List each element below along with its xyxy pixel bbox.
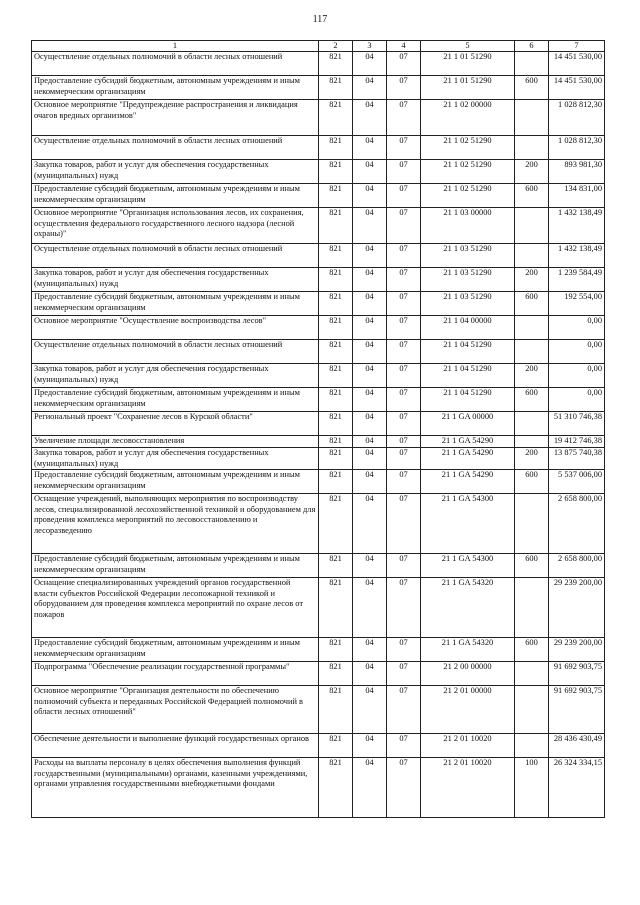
row-section-code: 04 [353, 662, 387, 686]
row-section-code: 04 [353, 52, 387, 76]
table-row [32, 436, 605, 448]
row-name-cell: Закупка товаров, работ и услуг для обеспечения государственных (муниципальных) нужд [32, 364, 319, 388]
row-section-code: 04 [353, 734, 387, 758]
row-section-code: 04 [353, 76, 387, 100]
row-amount: 13 875 740,38 [549, 448, 605, 470]
table-row [32, 412, 605, 436]
row-admin-code: 821 [319, 494, 353, 554]
row-amount: 19 412 746,38 [549, 436, 605, 448]
row-section-code: 04 [353, 470, 387, 494]
row-expense-type: 600 [515, 184, 549, 208]
row-section-code: 04 [353, 758, 387, 818]
row-name-cell: Основное мероприятие "Осуществление воспроизводства лесов" [32, 316, 319, 340]
row-target-code: 21 1 02 51290 [421, 160, 515, 184]
row-target-code: 21 1 04 51290 [421, 388, 515, 412]
row-amount: 29 239 200,00 [549, 578, 605, 638]
row-name-cell: Закупка товаров, работ и услуг для обеспечения государственных (муниципальных) нужд [32, 160, 319, 184]
row-name-cell: Основное мероприятие "Предупреждение распространения и ликвидация очагов вредных организмов" [32, 100, 319, 136]
row-subsection-code: 07 [387, 292, 421, 316]
row-subsection-code: 07 [387, 448, 421, 470]
row-section-code: 04 [353, 292, 387, 316]
row-section-code: 04 [353, 578, 387, 638]
row-subsection-code: 07 [387, 638, 421, 662]
row-admin-code: 821 [319, 184, 353, 208]
row-section-code: 04 [353, 184, 387, 208]
row-target-code: 21 1 GA 54300 [421, 554, 515, 578]
row-admin-code: 821 [319, 364, 353, 388]
row-section-code: 04 [353, 554, 387, 578]
row-admin-code: 821 [319, 208, 353, 244]
row-name-cell: Предоставление субсидий бюджетным, автономным учреждениям и иным некоммерческим организациям [32, 638, 319, 662]
row-amount: 192 554,00 [549, 292, 605, 316]
table-row [32, 208, 605, 244]
row-amount: 14 451 530,00 [549, 52, 605, 76]
row-amount: 28 436 430,49 [549, 734, 605, 758]
row-amount: 91 692 903,75 [549, 686, 605, 734]
row-admin-code: 821 [319, 316, 353, 340]
row-name-cell: Увеличение площади лесовосстановления [32, 436, 319, 448]
row-admin-code: 821 [319, 100, 353, 136]
table-row [32, 136, 605, 160]
column-header: 6 [515, 41, 549, 52]
row-subsection-code: 07 [387, 184, 421, 208]
row-target-code: 21 1 GA 54300 [421, 494, 515, 554]
table-row [32, 100, 605, 136]
column-header: 3 [353, 41, 387, 52]
row-expense-type: 600 [515, 388, 549, 412]
row-admin-code: 821 [319, 448, 353, 470]
row-section-code: 04 [353, 208, 387, 244]
row-admin-code: 821 [319, 52, 353, 76]
table-row [32, 554, 605, 578]
table-body [32, 52, 605, 818]
row-expense-type: 200 [515, 364, 549, 388]
row-expense-type [515, 316, 549, 340]
row-target-code: 21 1 GA 54320 [421, 578, 515, 638]
row-section-code: 04 [353, 340, 387, 364]
row-admin-code: 821 [319, 734, 353, 758]
row-amount: 0,00 [549, 316, 605, 340]
row-amount: 51 310 746,38 [549, 412, 605, 436]
row-name-cell: Закупка товаров, работ и услуг для обеспечения государственных (муниципальных) нужд [32, 448, 319, 470]
row-subsection-code: 07 [387, 268, 421, 292]
row-amount: 0,00 [549, 364, 605, 388]
row-admin-code: 821 [319, 268, 353, 292]
row-expense-type [515, 52, 549, 76]
row-expense-type [515, 100, 549, 136]
row-subsection-code: 07 [387, 316, 421, 340]
row-name-cell: Оснащение учреждений, выполняющих мероприятия по воспроизводству лесов, специализированной лесохозяйственной техникой и оборудованием для проведения комплекса мероприятий по лесовосстановлению и лесоразведению [32, 494, 319, 554]
row-admin-code: 821 [319, 340, 353, 364]
row-expense-type [515, 340, 549, 364]
table-row [32, 364, 605, 388]
page-number: 117 [312, 14, 328, 25]
row-target-code: 21 1 04 51290 [421, 364, 515, 388]
row-amount: 29 239 200,00 [549, 638, 605, 662]
row-name-cell: Предоставление субсидий бюджетным, автономным учреждениям и иным некоммерческим организациям [32, 388, 319, 412]
row-amount: 893 981,30 [549, 160, 605, 184]
row-expense-type [515, 686, 549, 734]
table-row [32, 638, 605, 662]
table-row [32, 578, 605, 638]
row-subsection-code: 07 [387, 364, 421, 388]
column-header: 7 [549, 41, 605, 52]
column-header: 1 [32, 41, 319, 52]
row-target-code: 21 1 GA 00000 [421, 412, 515, 436]
row-target-code: 21 1 02 51290 [421, 184, 515, 208]
row-target-code: 21 2 01 00000 [421, 686, 515, 734]
row-subsection-code: 07 [387, 160, 421, 184]
row-subsection-code: 07 [387, 758, 421, 818]
row-target-code: 21 1 01 51290 [421, 52, 515, 76]
row-subsection-code: 07 [387, 76, 421, 100]
row-section-code: 04 [353, 136, 387, 160]
row-admin-code: 821 [319, 244, 353, 268]
row-subsection-code: 07 [387, 100, 421, 136]
row-subsection-code: 07 [387, 734, 421, 758]
row-target-code: 21 1 GA 54290 [421, 448, 515, 470]
row-section-code: 04 [353, 316, 387, 340]
row-amount: 5 537 006,00 [549, 470, 605, 494]
row-amount: 2 658 800,00 [549, 494, 605, 554]
row-amount: 91 692 903,75 [549, 662, 605, 686]
row-amount: 1 432 138,49 [549, 244, 605, 268]
row-name-cell: Осуществление отдельных полномочий в области лесных отношений [32, 52, 319, 76]
row-section-code: 04 [353, 160, 387, 184]
row-admin-code: 821 [319, 662, 353, 686]
table-row [32, 316, 605, 340]
row-subsection-code: 07 [387, 208, 421, 244]
row-expense-type [515, 662, 549, 686]
row-expense-type: 600 [515, 76, 549, 100]
row-target-code: 21 2 01 10020 [421, 758, 515, 818]
row-amount: 2 658 800,00 [549, 554, 605, 578]
row-section-code: 04 [353, 244, 387, 268]
row-expense-type: 200 [515, 448, 549, 470]
row-subsection-code: 07 [387, 662, 421, 686]
row-expense-type [515, 494, 549, 554]
row-expense-type [515, 734, 549, 758]
row-target-code: 21 1 01 51290 [421, 76, 515, 100]
budget-table [31, 40, 605, 818]
row-amount: 1 028 812,30 [549, 136, 605, 160]
row-section-code: 04 [353, 364, 387, 388]
row-amount: 1 239 584,49 [549, 268, 605, 292]
row-target-code: 21 1 GA 54290 [421, 436, 515, 448]
row-admin-code: 821 [319, 470, 353, 494]
column-header: 2 [319, 41, 353, 52]
row-admin-code: 821 [319, 578, 353, 638]
row-subsection-code: 07 [387, 436, 421, 448]
row-subsection-code: 07 [387, 388, 421, 412]
row-name-cell: Предоставление субсидий бюджетным, автономным учреждениям и иным некоммерческим организациям [32, 76, 319, 100]
row-name-cell: Основное мероприятие "Организация использования лесов, их сохранения, осуществления федерального государственного лесного надзора (лесной охраны)" [32, 208, 319, 244]
row-subsection-code: 07 [387, 340, 421, 364]
row-name-cell: Основное мероприятие "Организация деятельности по обеспечению полномочий субъекта и переданных Российской Федерацией полномочий в области лесных отношений" [32, 686, 319, 734]
row-target-code: 21 1 04 00000 [421, 316, 515, 340]
row-subsection-code: 07 [387, 52, 421, 76]
table-row [32, 494, 605, 554]
table-row [32, 448, 605, 470]
row-admin-code: 821 [319, 758, 353, 818]
row-section-code: 04 [353, 268, 387, 292]
row-amount: 1 028 812,30 [549, 100, 605, 136]
row-subsection-code: 07 [387, 136, 421, 160]
row-expense-type [515, 436, 549, 448]
row-admin-code: 821 [319, 412, 353, 436]
table-row [32, 268, 605, 292]
row-expense-type: 600 [515, 292, 549, 316]
row-admin-code: 821 [319, 554, 353, 578]
row-target-code: 21 2 01 10020 [421, 734, 515, 758]
row-section-code: 04 [353, 436, 387, 448]
row-name-cell: Предоставление субсидий бюджетным, автономным учреждениям и иным некоммерческим организациям [32, 470, 319, 494]
row-section-code: 04 [353, 494, 387, 554]
row-subsection-code: 07 [387, 470, 421, 494]
row-expense-type: 600 [515, 554, 549, 578]
row-target-code: 21 2 00 00000 [421, 662, 515, 686]
row-subsection-code: 07 [387, 244, 421, 268]
column-number-row [32, 41, 605, 52]
row-expense-type: 600 [515, 638, 549, 662]
row-name-cell: Региональный проект "Сохранение лесов в Курской области" [32, 412, 319, 436]
row-subsection-code: 07 [387, 412, 421, 436]
row-admin-code: 821 [319, 160, 353, 184]
row-subsection-code: 07 [387, 578, 421, 638]
row-target-code: 21 1 03 51290 [421, 244, 515, 268]
table-row [32, 686, 605, 734]
table-row [32, 388, 605, 412]
row-section-code: 04 [353, 388, 387, 412]
row-expense-type: 200 [515, 160, 549, 184]
row-amount: 134 831,00 [549, 184, 605, 208]
row-name-cell: Осуществление отдельных полномочий в области лесных отношений [32, 244, 319, 268]
row-target-code: 21 1 03 00000 [421, 208, 515, 244]
row-amount: 0,00 [549, 340, 605, 364]
row-admin-code: 821 [319, 292, 353, 316]
row-section-code: 04 [353, 412, 387, 436]
row-target-code: 21 1 02 00000 [421, 100, 515, 136]
row-section-code: 04 [353, 638, 387, 662]
table-row [32, 244, 605, 268]
row-admin-code: 821 [319, 436, 353, 448]
row-name-cell: Осуществление отдельных полномочий в области лесных отношений [32, 340, 319, 364]
row-name-cell: Подпрограмма "Обеспечение реализации государственной программы" [32, 662, 319, 686]
table-header [32, 41, 605, 52]
column-header: 4 [387, 41, 421, 52]
row-expense-type [515, 244, 549, 268]
table-row [32, 758, 605, 818]
row-expense-type [515, 136, 549, 160]
row-target-code: 21 1 03 51290 [421, 268, 515, 292]
row-section-code: 04 [353, 686, 387, 734]
row-name-cell: Расходы на выплаты персоналу в целях обеспечения выполнения функций государственными (муниципальными) органами, казенными учреждениями, органами управления государственными внебюджетными фондами [32, 758, 319, 818]
row-subsection-code: 07 [387, 686, 421, 734]
table-row [32, 184, 605, 208]
table-row [32, 662, 605, 686]
row-section-code: 04 [353, 100, 387, 136]
row-amount: 14 451 530,00 [549, 76, 605, 100]
row-name-cell: Осуществление отдельных полномочий в области лесных отношений [32, 136, 319, 160]
row-expense-type: 600 [515, 470, 549, 494]
row-expense-type: 100 [515, 758, 549, 818]
row-name-cell: Предоставление субсидий бюджетным, автономным учреждениям и иным некоммерческим организациям [32, 184, 319, 208]
table-row [32, 734, 605, 758]
row-target-code: 21 1 GA 54290 [421, 470, 515, 494]
row-amount: 1 432 138,49 [549, 208, 605, 244]
row-name-cell: Обеспечение деятельности и выполнение функций государственных органов [32, 734, 319, 758]
row-target-code: 21 1 03 51290 [421, 292, 515, 316]
table-row [32, 340, 605, 364]
row-amount: 0,00 [549, 388, 605, 412]
row-section-code: 04 [353, 448, 387, 470]
row-expense-type [515, 412, 549, 436]
row-name-cell: Закупка товаров, работ и услуг для обеспечения государственных (муниципальных) нужд [32, 268, 319, 292]
row-expense-type [515, 578, 549, 638]
row-subsection-code: 07 [387, 554, 421, 578]
column-header: 5 [421, 41, 515, 52]
table-row [32, 470, 605, 494]
table-row [32, 76, 605, 100]
row-expense-type: 200 [515, 268, 549, 292]
row-admin-code: 821 [319, 76, 353, 100]
row-name-cell: Предоставление субсидий бюджетным, автономным учреждениям и иным некоммерческим организациям [32, 292, 319, 316]
row-target-code: 21 1 04 51290 [421, 340, 515, 364]
row-name-cell: Оснащение специализированных учреждений органов государственной власти субъектов Российской Федерации лесопожарной техникой и оборудованием для проведения комплекса мероприятий по охране лесов от пожаров [32, 578, 319, 638]
row-target-code: 21 1 GA 54320 [421, 638, 515, 662]
row-subsection-code: 07 [387, 494, 421, 554]
row-name-cell: Предоставление субсидий бюджетным, автономным учреждениям и иным некоммерческим организациям [32, 554, 319, 578]
row-expense-type [515, 208, 549, 244]
row-admin-code: 821 [319, 388, 353, 412]
row-amount: 26 324 334,15 [549, 758, 605, 818]
table-row [32, 160, 605, 184]
row-admin-code: 821 [319, 136, 353, 160]
row-target-code: 21 1 02 51290 [421, 136, 515, 160]
table-row [32, 52, 605, 76]
row-admin-code: 821 [319, 686, 353, 734]
table-row [32, 292, 605, 316]
row-admin-code: 821 [319, 638, 353, 662]
